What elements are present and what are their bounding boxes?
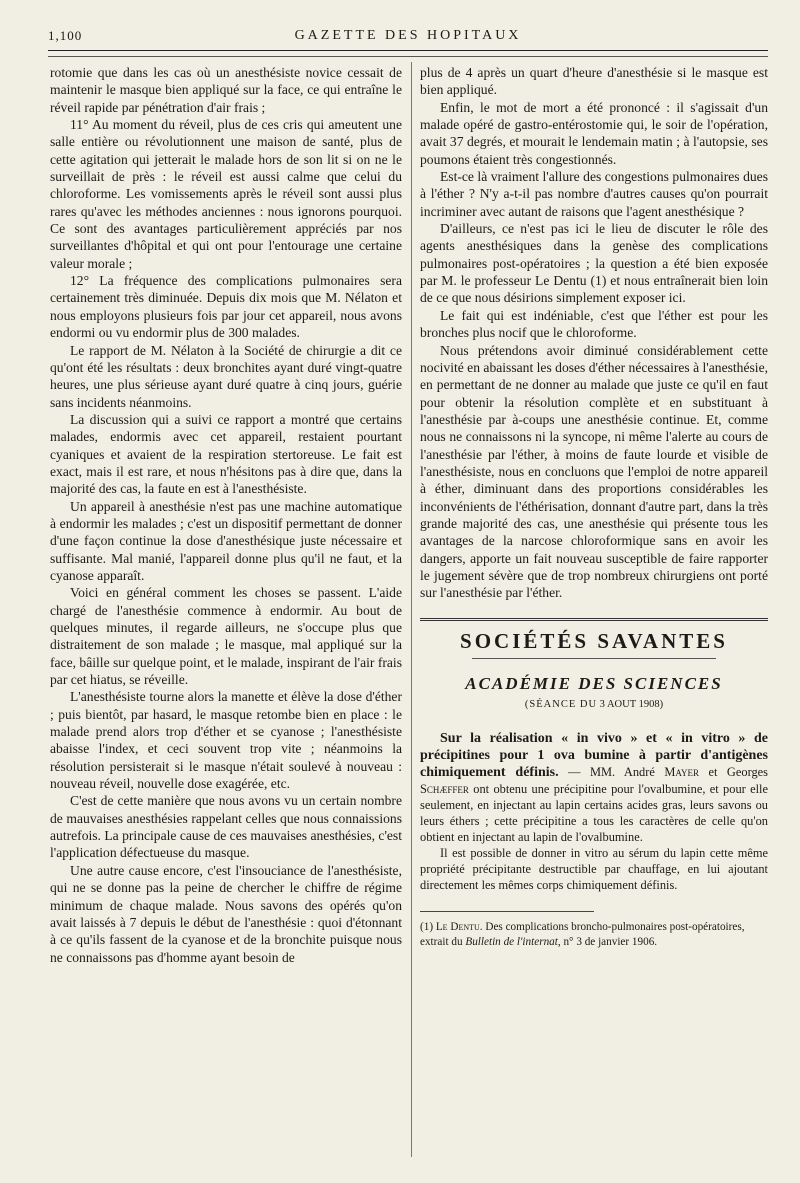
paragraph: Il est possible de donner in vitro au sérum du lapin cette même propriété précipitante destructible par chauffage, en lui ajoutant directement les mêmes corps chimiquement définis. bbox=[420, 845, 768, 892]
page-header bbox=[48, 28, 768, 52]
paragraph: Une autre cause encore, c'est l'insouciance de l'anesthésiste, qui ne se donne pas la peine de chercher le chiffre de régime minimum de chaque malade. Nous savons des opérés qu'on avait laissés à 7 depuis le début de l'anesthésie : quoi d'étonnant à ce qu'ils fassent de la cyanose et de la bronchite puisque nous ne connaissons pas d'homme ayant besoin de bbox=[50, 862, 402, 965]
journal-title: GAZETTE DES HOPITAUX bbox=[294, 28, 522, 43]
paragraph: D'ailleurs, ce n'est pas ici le lieu de discuter le rôle des agents anesthésiques dans la genèse des complications pulmonaires post-opératoires ; la question a été bien exposée par M. le professeur Le Dentu (1) et nous entraînerait bien loin de ce que nous désirions simplement exposer ici. bbox=[420, 221, 768, 306]
footnote-journal: Bulletin de l'internat bbox=[465, 935, 558, 948]
academy-heading: ACADÉMIE DES SCIENCES bbox=[465, 674, 723, 693]
header-rule-top bbox=[48, 50, 768, 51]
footnote: (1) Le Dentu. Des complications broncho-pulmonaires post-opératoires, extrait du Bulletin de l'internat, n° 3 de janvier 1906. bbox=[420, 920, 745, 948]
session-date: (SÉANCE DU 3 AOUT 1908) bbox=[524, 699, 664, 711]
footnote-author: Le Dentu bbox=[435, 920, 480, 933]
academy-article bbox=[420, 730, 768, 893]
paragraph: Voici en général comment les choses se passent. L'aide chargé de l'anesthésie commence à endormir. Au bout de quelques minutes, il regarde ailleurs, ne s'occupe plus que distraitement de son malade ; le masque, mal appliqué sur la face, bâille sur quelque point, et le malade, inspirant de l'air frais par cet hiatus, se réveille. bbox=[50, 585, 402, 688]
page-number: 1,100 bbox=[48, 28, 83, 43]
paragraph: rotomie que dans les cas où un anesthésiste novice cessait de maintenir le masque bien appliqué sur la face, ce qui entraîne le réveil rapide par pénétration d'air frais ; bbox=[50, 65, 402, 115]
paragraph: Est-ce là vraiment l'allure des congestions pulmonaires dues à l'éther ? N'y a-t-il pas nombre d'autres causes qu'on pourrait incriminer avec autant de raisons que l'agent anesthésique ? bbox=[420, 169, 768, 219]
paragraph: C'est de cette manière que nous avons vu un certain nombre de mauvaises anesthésies rappelant celles que nous connaissions autrefois. La principale cause de ces mauvaises anesthésies, c'est l'application défectueuse du masque. bbox=[50, 793, 402, 861]
footnote-rule bbox=[420, 911, 594, 912]
header-rule-bottom bbox=[48, 56, 768, 57]
column-divider bbox=[411, 62, 412, 1157]
paragraph: 12° La fréquence des complications pulmonaires sera certainement très diminuée. Depuis dix mois que M. Nélaton et nous employons plusieurs fois par jour cet appareil, nous avons endormi ou vu endormir plus de 300 malades. bbox=[50, 273, 402, 341]
section-rule bbox=[420, 618, 768, 621]
section-title-rule bbox=[472, 658, 716, 659]
article-title: Sur la réalisation « in vivo » et « in vitro » de précipitines pour 1 ova bumine à partir d'antigènes chimiquement définis. bbox=[420, 730, 768, 780]
paragraph: Enfin, le mot de mort a été prononcé : il s'agissait d'un malade opéré de gastro-entérostomie qui, le soir de l'opération, avait 37 degrés, et mourait le lendemain matin ; à l'autopsie, ses poumons étaient très congestionnés. bbox=[420, 99, 768, 167]
paragraph: Un appareil à anesthésie n'est pas une machine automatique à endormir les malades ; c'est un dispositif permettant de donner d'une façon continue la dose d'anesthésique juste nécessaire et suffisante. Mal manié, l'appareil donne plus qu'il ne faut, et la cyanose apparaît. bbox=[50, 498, 402, 583]
paragraph: plus de 4 après un quart d'heure d'anesthésie si le masque est bien appliqué. bbox=[420, 65, 768, 98]
paragraph: Nous prétendons avoir diminué considérablement cette nocivité en abaissant les doses d'éther nécessaires à l'anesthésie, en permettant de ne donner au malade que juste ce qu'il en faut pour obtenir la résolution complète et en substituant à l'anesthésie par à-coups une anesthésie continue. Et, comme nous ne connaissons ni la syncope, ni même l'alerte au cours de l'anesthésie par l'éther, à moins de faute lourde et visible de l'anesthésiste, nous en concluons que l'emploi de notre appareil à éther, diminuant dans des proportions considérables les inconvénients de l'éthérisation, donnant d'autre part, dans la très grande majorité des cas, une anesthésie qui présente tous les avantages de la narcose chloroformique sans en avoir les dangers, apporte un fait nouveau susceptible de faire rapporter le jugement sévère que de trop nombreux chirurgiens ont porté sur l'anesthésie par l'éther. bbox=[420, 342, 769, 601]
right-column bbox=[420, 64, 768, 950]
paragraph: L'anesthésiste tourne alors la manette et élève la dose d'éther ; puis bientôt, par hasard, le masque retombe bien en place : le malade prend alors trop d'éther et se cyanose ; l'anesthésiste abaisse l'index, et ceci souvent trop vite ; néanmoins la résolution persisterait si le masque n'était soulevé à nouveau : nouveau réveil, nouvelle dose exagérée, etc. bbox=[50, 689, 402, 792]
left-column bbox=[50, 64, 402, 966]
article-first-paragraph: Sur la réalisation « in vivo » et « in vitro » de précipitines pour 1 ova bumine à partir d'antigènes chimiquement définis. — MM. André Mayer et Georges Schæffer ont obtenu une précipitine pour l'ovalbumine, et pour elle seulement, en injectant au lapin certains acides gras, leurs savons ou leurs éthers ; cette précipitine a tous les caractères de celle qu'on obtient en injectant au lapin de l'ovalbumine. bbox=[420, 730, 768, 844]
section-title: SOCIÉTÉS SAVANTES bbox=[460, 628, 728, 653]
paragraph: La discussion qui a suivi ce rapport a montré que certains malades, endormis avec cet appareil, restaient pourtant cyaniques et avaient de la respiration stertoreuse. Le fait est exact, mais il est rare, et nous n'hésitons pas à dire que, dans la majorité des cas, la faute en est à l'anesthésiste. bbox=[50, 411, 402, 497]
author-name: Schæffer bbox=[420, 781, 469, 796]
paragraph: Le fait qui est indéniable, c'est que l'éther est pour les bronches plus nocif que le chloroforme. bbox=[420, 307, 768, 341]
paragraph: 11° Au moment du réveil, plus de ces cris qui ameutent une salle entière ou révolutionnent une maison de santé, plus de cette agitation qui jetterait le malade hors de son lit si on ne le surveillait de près : le réveil est aussi calme que celui du chloroforme. Les vomissements après le réveil sont aussi plus rares qu'avec les méthodes anciennes : nous ignorons pourquoi. Ce sont des avantages particulièrement appréciés par nos surveillantes d'hôpital et qui ont pour l'entourage une certaine valeur morale ; bbox=[50, 117, 402, 271]
author-name: Mayer bbox=[664, 764, 700, 779]
paragraph: Le rapport de M. Nélaton à la Société de chirurgie a dit ce qu'ont été les résultats : deux bronchites ayant duré vingt-quatre heures, une plus sérieuse ayant duré quatre à cinq jours, guérie sans incidents néanmoins. bbox=[50, 342, 402, 410]
